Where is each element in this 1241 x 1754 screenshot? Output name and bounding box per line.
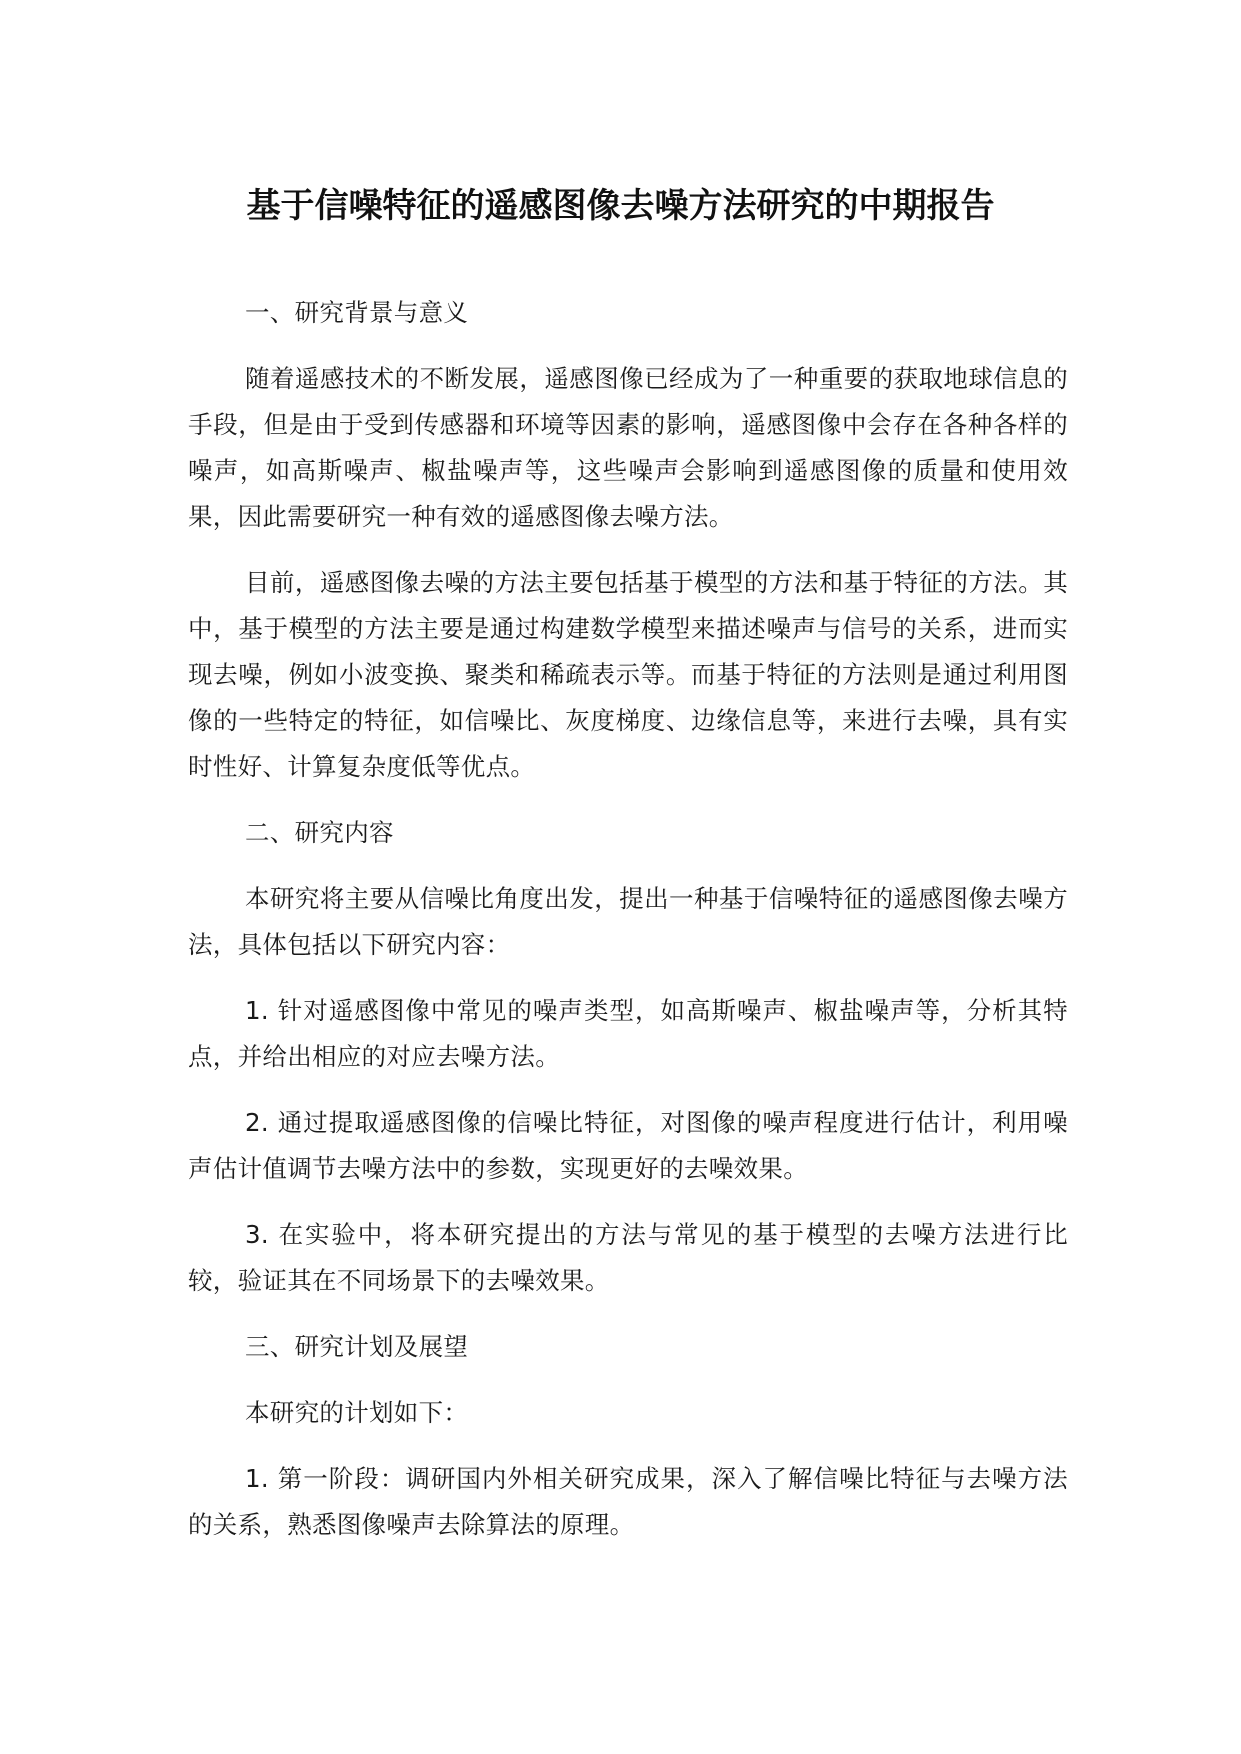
section-heading-plan: 三、研究计划及展望	[245, 1332, 469, 1361]
section-heading-research-content: 二、研究内容	[245, 818, 394, 847]
paragraph-current-methods: 目前，遥感图像去噪的方法主要包括基于模型的方法和基于特征的方法。其中，基于模型的方法主要是通过构建数学模型来描述噪声与信号的关系，进而实现去噪，例如小波变换、聚类和稀疏表示等。而基于特征的方法则是通过利用图像的一些特定的特征，如信噪比、灰度梯度、边缘信息等，来进行去噪，具有实时性好、计算复杂度低等优点。	[188, 568, 1068, 781]
document-body	[188, 290, 1068, 1568]
paragraph-background: 随着遥感技术的不断发展，遥感图像已经成为了一种重要的获取地球信息的手段，但是由于受到传感器和环境等因素的影响，遥感图像中会存在各种各样的噪声，如高斯噪声、椒盐噪声等，这些噪声会影响到遥感图像的质量和使用效果，因此需要研究一种有效的遥感图像去噪方法。	[188, 364, 1068, 531]
section-heading-background: 一、研究背景与意义	[245, 298, 469, 327]
list-item-research-3: 3. 在实验中，将本研究提出的方法与常见的基于模型的去噪方法进行比较，验证其在不同场景下的去噪效果。	[188, 1220, 1068, 1295]
paragraph-plan-intro: 本研究的计划如下：	[245, 1398, 469, 1427]
list-item-research-2: 2. 通过提取遥感图像的信噪比特征，对图像的噪声程度进行估计，利用噪声估计值调节去噪方法中的参数，实现更好的去噪效果。	[188, 1108, 1068, 1183]
paragraph-research-intro: 本研究将主要从信噪比角度出发，提出一种基于信噪特征的遥感图像去噪方法，具体包括以下研究内容：	[188, 884, 1068, 959]
list-item-research-1: 1. 针对遥感图像中常见的噪声类型，如高斯噪声、椒盐噪声等，分析其特点，并给出相应的对应去噪方法。	[188, 996, 1068, 1071]
document-title: 基于信噪特征的遥感图像去噪方法研究的中期报告	[246, 186, 995, 226]
list-item-plan-1: 1. 第一阶段：调研国内外相关研究成果，深入了解信噪比特征与去噪方法的关系，熟悉图像噪声去除算法的原理。	[188, 1464, 1068, 1539]
